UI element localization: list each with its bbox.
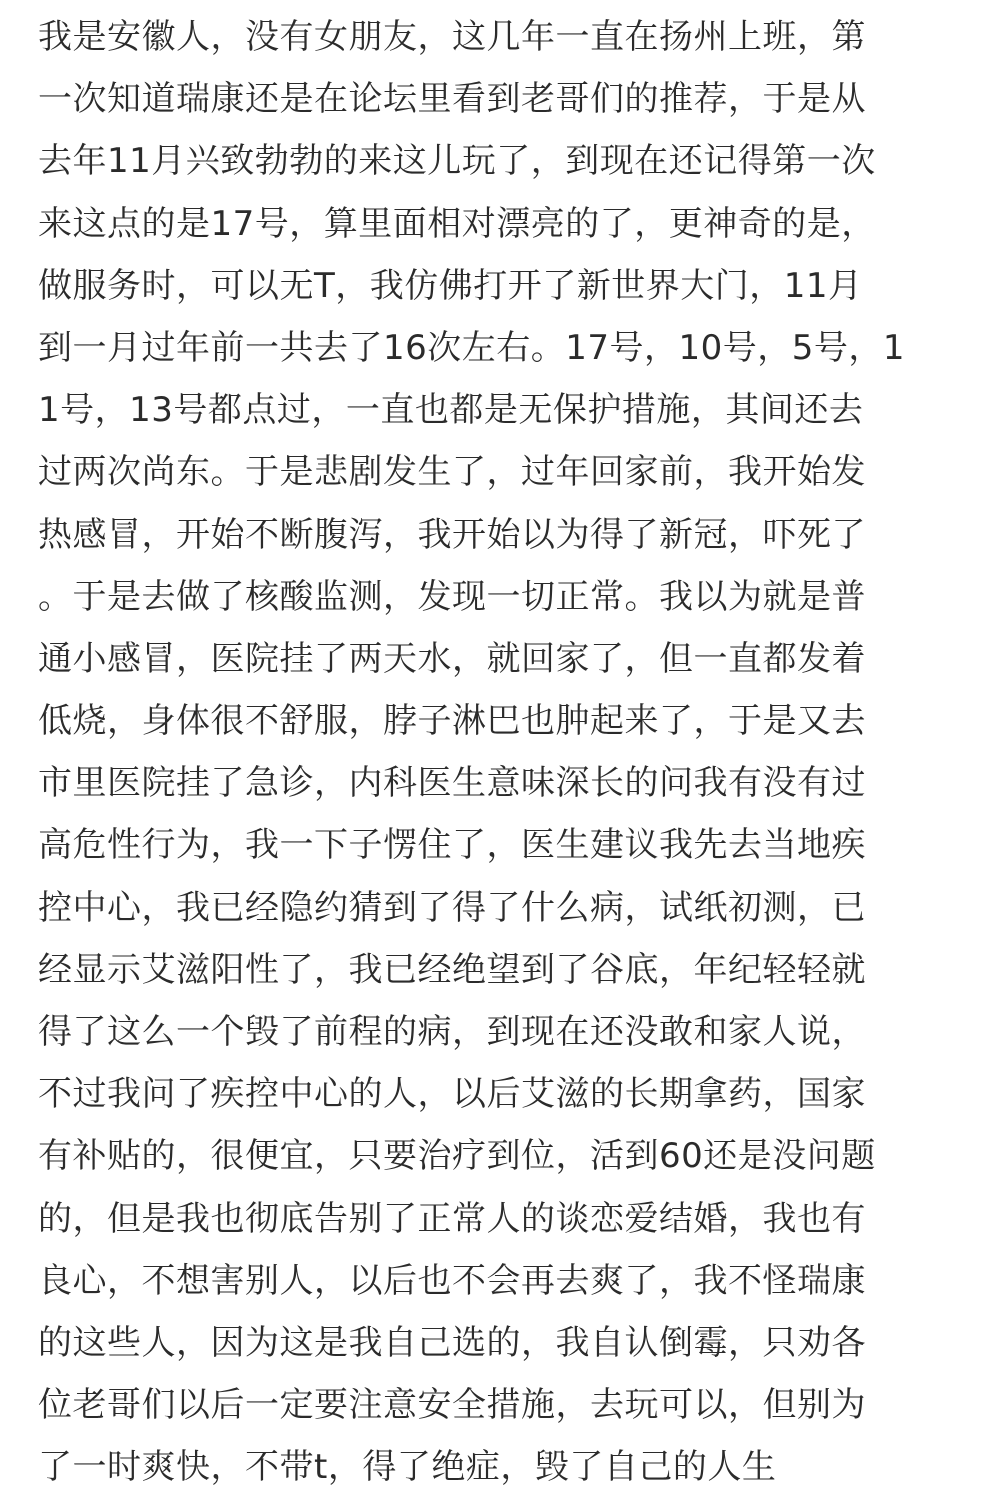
text-line: 市里医院挂了急诊，内科医生意味深长的问我有没有过 (38, 763, 866, 804)
text-line: 位老哥们以后一定要注意安全措施，去玩可以，但别为 (38, 1385, 866, 1426)
text-line: 我是安徽人，没有女朋友，这几年一直在扬州上班，第 (38, 17, 866, 57)
text-line: 热感冒，开始不断腹泻，我开始以为得了新冠，吓死了 (38, 514, 866, 555)
text-line: 到一月过年前一共去了16次左右。17号，10号，5号，1 (38, 327, 906, 368)
text-line: 通小感冒，医院挂了两天水，就回家了，但一直都发着 (38, 638, 866, 679)
text-line: 了一时爽快，不带t，得了绝症，毁了自己的人生 (38, 1447, 777, 1488)
post-body (38, 6, 958, 1499)
text-line: 高危性行为，我一下子愣住了，医生建议我先去当地疾 (38, 825, 866, 866)
text-line: 过两次尚东。于是悲剧发生了，过年回家前，我开始发 (38, 452, 866, 493)
text-line: 1号，13号都点过，一直也都是无保护措施，其间还去 (38, 390, 864, 431)
text-line: 经显示艾滋阳性了，我已经绝望到了谷底，年纪轻轻就 (38, 949, 866, 990)
text-line: 。于是去做了核酸监测，发现一切正常。我以为就是普 (38, 576, 866, 617)
text-line: 一次知道瑞康还是在论坛里看到老哥们的推荐，于是从 (38, 79, 866, 120)
text-line: 来这点的是17号，算里面相对漂亮的了，更神奇的是， (38, 203, 876, 244)
text-line: 得了这么一个毁了前程的病，到现在还没敢和家人说， (38, 1012, 866, 1052)
text-line: 的，但是我也彻底告别了正常人的谈恋爱结婚，我也有 (38, 1198, 866, 1239)
text-line: 低烧，身体很不舒服，脖子淋巴也肿起来了，于是又去 (38, 701, 866, 742)
text-line: 良心，不想害别人，以后也不会再去爽了，我不怪瑞康 (38, 1260, 866, 1301)
text-line: 控中心，我已经隐约猜到了得了什么病，试纸初测，已 (38, 887, 866, 928)
text-line: 不过我问了疾控中心的人，以后艾滋的长期拿药，国家 (38, 1074, 866, 1115)
text-line: 做服务时，可以无T，我仿佛打开了新世界大门，11月 (38, 265, 863, 306)
text-line: 有补贴的，很便宜，只要治疗到位，活到60还是没问题 (38, 1136, 876, 1177)
text-line: 去年11月兴致勃勃的来这儿玩了，到现在还记得第一次 (38, 141, 876, 182)
text-line: 的这些人，因为这是我自己选的，我自认倒霉，只劝各 (38, 1322, 866, 1363)
